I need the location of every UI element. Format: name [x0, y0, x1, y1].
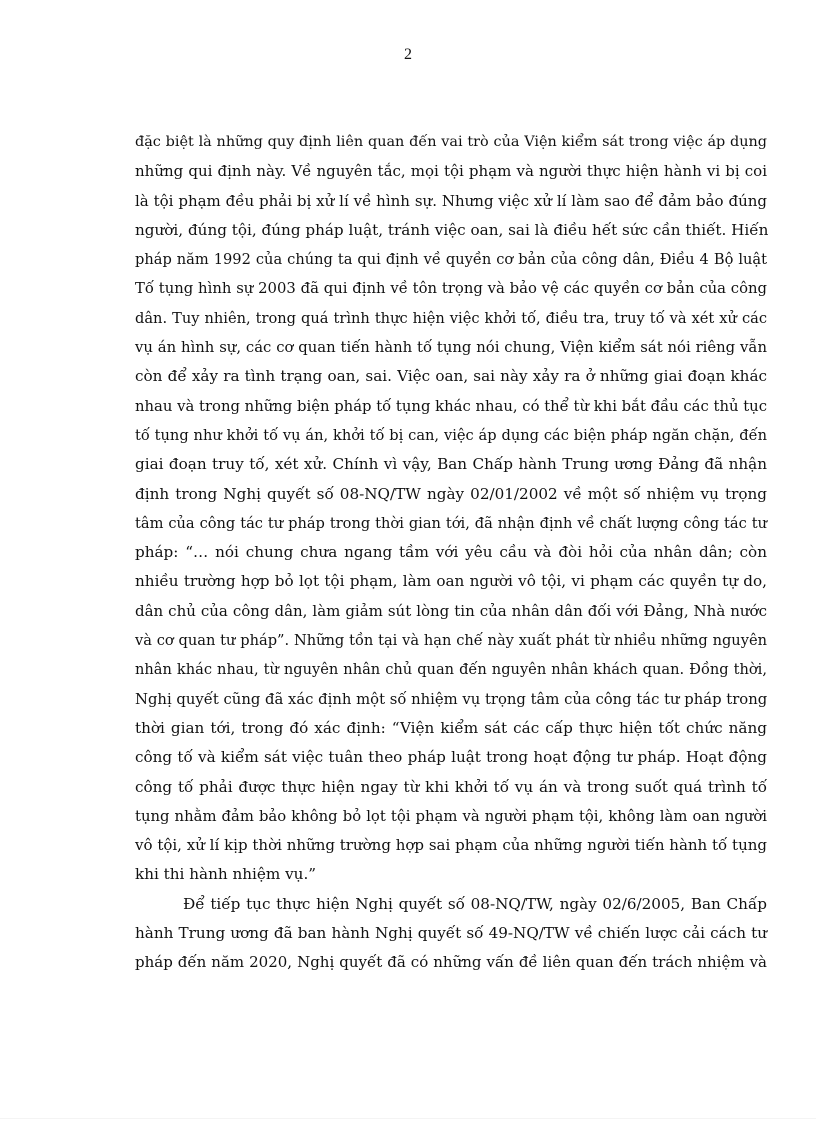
text-line: định trong Nghị quyết số 08-NQ/TW ngày 02/01/2002 về một số nhiệm vụ trọng — [135, 484, 767, 503]
text-line: công tố và kiểm sát việc tuân theo pháp luật trong hoạt động tư pháp. Hoạt động — [135, 748, 767, 767]
paragraph-1 — [135, 128, 767, 890]
text-line: vụ án hình sự, các cơ quan tiến hành tố tụng nói chung, Viện kiểm sát nói riêng vẫn — [135, 339, 767, 357]
text-line: còn để xảy ra tình trạng oan, sai. Việc oan, sai này xảy ra ở những giai đoạn khác — [135, 367, 767, 386]
text-line: khi thi hành nhiệm vụ.” — [135, 865, 317, 884]
text-line: Tố tụng hình sự 2003 đã qui định về tôn trọng và bảo vệ các quyền cơ bản của công — [135, 280, 767, 298]
text-line: thời gian tới, trong đó xác định: “Viện kiểm sát các cấp thực hiện tốt chức năng — [135, 718, 767, 737]
page-bottom-edge — [0, 1118, 816, 1119]
text-line: tâm của công tác tư pháp trong thời gian tới, đã nhận định về chất lượng công tác tư — [135, 514, 767, 532]
text-line: vô tội, xử lí kịp thời những trường hợp sai phạm của những người tiến hành tố tụng — [135, 836, 767, 855]
text-line: dân. Tuy nhiên, trong quá trình thực hiện việc khởi tố, điều tra, truy tố và xét xử các — [135, 309, 767, 327]
body-text — [135, 128, 767, 978]
text-line: tụng nhằm đảm bảo không bỏ lọt tội phạm và người phạm tội, không làm oan người — [135, 807, 767, 825]
text-line: Nghị quyết cũng đã xác định một số nhiệm vụ trọng tâm của công tác tư pháp trong — [135, 690, 768, 708]
text-line: giai đoạn truy tố, xét xử. Chính vì vậy, Ban Chấp hành Trung ương Đảng đã nhận — [135, 455, 767, 474]
text-line: nhân khác nhau, từ nguyên nhân chủ quan đến nguyên nhân khách quan. Đồng thời, — [135, 661, 767, 679]
text-line: nhau và trong những biện pháp tố tụng khác nhau, có thể từ khi bắt đầu các thủ tục — [135, 397, 767, 415]
text-line: đặc biệt là những quy định liên quan đến vai trò của Viện kiểm sát trong việc áp dụng — [135, 134, 767, 150]
text-line: Để tiếp tục thực hiện Nghị quyết số 08-NQ/TW, ngày 02/6/2005, Ban Chấp — [183, 894, 767, 913]
text-line: pháp đến năm 2020, Nghị quyết đã có những vấn đề liên quan đến trách nhiệm và — [135, 953, 767, 972]
text-line: là tội phạm đều phải bị xử lí về hình sự. Nhưng việc xử lí làm sao để đảm bảo đúng — [135, 191, 767, 210]
text-line: người, đúng tội, đúng pháp luật, tránh việc oan, sai là điều hết sức cần thiết. Hiến — [135, 220, 769, 239]
page-number: 2 — [404, 46, 412, 63]
text-line: hành Trung ương đã ban hành Nghị quyết số 49-NQ/TW về chiến lược cải cách tư — [135, 924, 767, 943]
text-line: và cơ quan tư pháp”. Những tồn tại và hạn chế này xuất phát từ nhiều những nguyên — [135, 632, 767, 650]
text-line: pháp năm 1992 của chúng ta qui định về quyền cơ bản của công dân, Điều 4 Bộ luật — [135, 251, 767, 269]
text-line: tố tụng như khởi tố vụ án, khởi tố bị can, việc áp dụng các biện pháp ngăn chặn, đến — [135, 426, 767, 444]
text-line: những qui định này. Về nguyên tắc, mọi tội phạm và người thực hiện hành vi bị coi — [135, 162, 767, 181]
text-line: nhiều trường hợp bỏ lọt tội phạm, làm oan người vô tội, vi phạm các quyền tự do, — [135, 572, 767, 591]
paragraph-2 — [135, 890, 767, 978]
text-line: công tố phải được thực hiện ngay từ khi khởi tố vụ án và trong suốt quá trình tố — [135, 777, 767, 796]
text-line: pháp: “… nói chung chưa ngang tầm với yêu cầu và đòi hỏi của nhân dân; còn — [135, 543, 767, 562]
text-line: dân chủ của công dân, làm giảm sút lòng tin của nhân dân đối với Đảng, Nhà nước — [135, 601, 767, 620]
